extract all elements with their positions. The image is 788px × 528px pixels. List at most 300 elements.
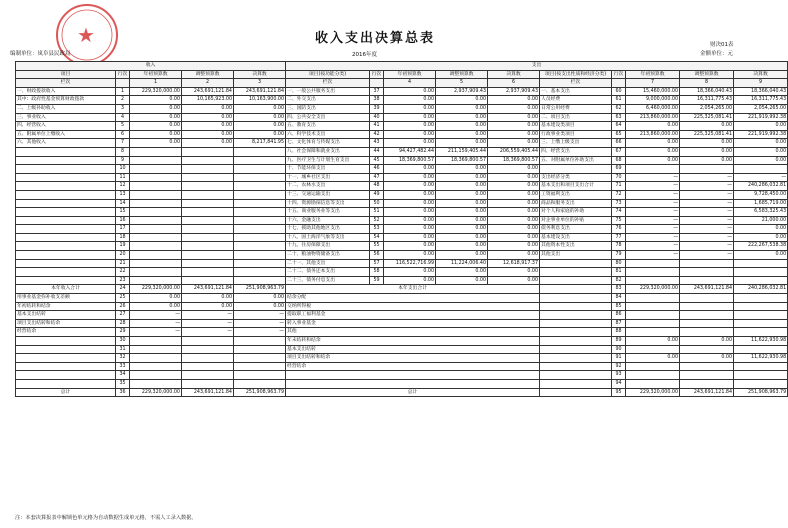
table-cell xyxy=(234,259,286,268)
table-cell xyxy=(16,182,116,191)
table-row xyxy=(16,259,788,268)
table-cell xyxy=(234,362,286,371)
table-cell: 80 xyxy=(612,259,626,268)
header-item: 项目 xyxy=(16,70,116,79)
table-row xyxy=(16,208,788,217)
header-budget-initial: 年初预算数 xyxy=(626,70,680,79)
header-row-no: 行次 xyxy=(370,70,384,79)
row-number: 95 xyxy=(612,388,626,397)
table-cell: 89 xyxy=(612,337,626,346)
table-cell xyxy=(626,276,680,285)
table-cell: 12,618,917.37 xyxy=(488,259,540,268)
table-cell: 211,159,405.44 xyxy=(436,147,488,156)
table-cell: 十六、金融支出 xyxy=(286,216,370,225)
table-cell: 2 xyxy=(116,96,130,105)
table-cell xyxy=(234,268,286,277)
table-cell xyxy=(16,208,116,217)
report-year: 2016年度 xyxy=(352,52,377,58)
table-cell: 0.00 xyxy=(680,337,734,346)
table-cell: 0.00 xyxy=(734,233,788,242)
table-cell xyxy=(234,190,286,199)
table-cell: 18,366,040.43 xyxy=(680,87,734,96)
table-cell: 0.00 xyxy=(436,216,488,225)
table-cell: 72 xyxy=(612,190,626,199)
table-cell: 0.00 xyxy=(488,216,540,225)
table-cell: 28 xyxy=(116,319,130,328)
table-cell: 0.00 xyxy=(734,251,788,260)
income-header: 收入 xyxy=(16,62,286,71)
table-cell: 82 xyxy=(612,276,626,285)
empty-cell xyxy=(540,319,612,328)
table-cell: 13 xyxy=(116,190,130,199)
table-cell xyxy=(734,268,788,277)
table-cell xyxy=(130,165,182,174)
table-cell xyxy=(680,379,734,388)
table-cell: 47 xyxy=(370,173,384,182)
table-cell: 76 xyxy=(612,225,626,234)
section-header-row xyxy=(16,62,788,71)
expense-header: 支出 xyxy=(286,62,788,71)
table-cell: 0.00 xyxy=(384,87,436,96)
table-cell xyxy=(734,371,788,380)
table-cell: 22 xyxy=(116,268,130,277)
table-cell: 七、文化体育与传媒支出 xyxy=(286,139,370,148)
header-budget-adjusted: 调整预算数 xyxy=(680,70,734,79)
table-cell: 42 xyxy=(370,130,384,139)
summary-table xyxy=(15,61,788,397)
empty-cell xyxy=(540,302,612,311)
table-cell: 0.00 xyxy=(384,242,436,251)
table-cell xyxy=(234,345,286,354)
footnote: 注：本套决算报表中解锁色单元格为自动数据生成单元格，不需人工录入数据。 xyxy=(15,515,197,521)
table-cell: 0.00 xyxy=(436,96,488,105)
table-cell: — xyxy=(130,319,182,328)
table-cell xyxy=(680,165,734,174)
table-cell: 0.00 xyxy=(488,268,540,277)
table-cell xyxy=(130,208,182,217)
table-cell: 9,728,450.00 xyxy=(734,190,788,199)
table-cell: 经营结余 xyxy=(16,328,116,337)
empty-cell xyxy=(540,354,612,363)
table-cell: — xyxy=(680,233,734,242)
table-cell: 一、财政拨款收入 xyxy=(16,87,116,96)
row-number: 36 xyxy=(116,388,130,397)
table-row xyxy=(16,311,788,320)
grand-total-label: 总计 xyxy=(16,388,116,397)
table-cell xyxy=(16,156,116,165)
table-cell: 0.00 xyxy=(234,294,286,303)
table-cell: 其他 xyxy=(286,328,540,337)
table-cell xyxy=(182,199,234,208)
table-cell: 221,919,992.38 xyxy=(734,130,788,139)
table-row xyxy=(16,216,788,225)
table-cell xyxy=(16,199,116,208)
table-cell: 十二、农林水支出 xyxy=(286,182,370,191)
table-cell: 三、国防支出 xyxy=(286,104,370,113)
table-cell: 0.00 xyxy=(436,242,488,251)
table-cell: 73 xyxy=(612,199,626,208)
table-body xyxy=(16,62,788,397)
header-budget-adjusted: 调整预算数 xyxy=(436,70,488,79)
table-cell: 0.00 xyxy=(734,147,788,156)
table-cell: 0.00 xyxy=(488,96,540,105)
table-cell: 39 xyxy=(370,104,384,113)
table-cell: — xyxy=(234,328,286,337)
table-cell: 21 xyxy=(116,259,130,268)
table-cell: 二、外交支出 xyxy=(286,96,370,105)
header-final: 决算数 xyxy=(234,70,286,79)
table-cell: — xyxy=(130,311,182,320)
table-cell: 0.00 xyxy=(626,122,680,131)
table-cell: 18,369,800.57 xyxy=(384,156,436,165)
table-cell xyxy=(130,268,182,277)
table-cell xyxy=(130,242,182,251)
table-cell: 81 xyxy=(612,268,626,277)
table-cell: 34 xyxy=(116,371,130,380)
table-cell: 71 xyxy=(612,182,626,191)
table-cell xyxy=(286,379,540,388)
table-cell: 44 xyxy=(370,147,384,156)
table-cell: 55 xyxy=(370,242,384,251)
table-cell: 基本建设类项目 xyxy=(540,122,612,131)
table-cell xyxy=(130,371,182,380)
table-cell: 年末结转和结余 xyxy=(286,337,540,346)
header-final: 决算数 xyxy=(488,70,540,79)
table-cell: 94 xyxy=(612,379,626,388)
table-cell: 0.00 xyxy=(488,113,540,122)
table-cell xyxy=(234,199,286,208)
table-cell: 0.00 xyxy=(130,139,182,148)
table-cell: 0.00 xyxy=(488,104,540,113)
table-cell: 提取职工福利基金 xyxy=(286,311,540,320)
table-cell: — xyxy=(680,173,734,182)
table-cell: 0.00 xyxy=(680,147,734,156)
table-cell: 0.00 xyxy=(182,130,234,139)
table-cell: 行政事业类项目 xyxy=(540,130,612,139)
table-cell: 十九、住房保障支出 xyxy=(286,242,370,251)
table-cell xyxy=(734,302,788,311)
table-cell: 6 xyxy=(116,130,130,139)
table-cell: 项目支出结转和结余 xyxy=(16,319,116,328)
table-cell xyxy=(130,259,182,268)
empty-cell xyxy=(540,379,612,388)
table-cell: 0.00 xyxy=(182,294,234,303)
table-cell: 0.00 xyxy=(436,225,488,234)
table-cell: 7 xyxy=(116,139,130,148)
table-cell xyxy=(182,259,234,268)
table-row xyxy=(16,113,788,122)
table-cell: 0.00 xyxy=(436,139,488,148)
col-no-label: 栏次 xyxy=(540,79,612,88)
table-cell xyxy=(734,362,788,371)
table-cell: 27 xyxy=(116,311,130,320)
table-cell: 二、项目支出 xyxy=(540,113,612,122)
col-num: 1 xyxy=(130,79,182,88)
table-cell: 0.00 xyxy=(680,156,734,165)
table-cell: 20 xyxy=(116,251,130,260)
table-cell: 2,937,909.43 xyxy=(436,87,488,96)
table-cell: 0.00 xyxy=(626,147,680,156)
table-cell: 0.00 xyxy=(436,233,488,242)
table-cell xyxy=(626,345,680,354)
table-cell: 0.00 xyxy=(384,122,436,131)
table-cell: — xyxy=(626,242,680,251)
table-cell: 38 xyxy=(370,96,384,105)
total-row xyxy=(16,285,788,294)
table-cell xyxy=(626,165,680,174)
header-budget-initial: 年初预算数 xyxy=(130,70,182,79)
table-cell: 11,622,930.98 xyxy=(734,337,788,346)
table-row xyxy=(16,182,788,191)
table-cell: 0.00 xyxy=(734,156,788,165)
grand-total-value: 229,320,000.00 xyxy=(130,388,182,397)
table-cell xyxy=(182,173,234,182)
table-cell: — xyxy=(626,173,680,182)
table-cell: 35 xyxy=(116,379,130,388)
table-cell: 12 xyxy=(116,182,130,191)
table-cell: 0.00 xyxy=(384,225,436,234)
table-cell: — xyxy=(680,182,734,191)
table-row xyxy=(16,104,788,113)
table-cell: 43 xyxy=(370,139,384,148)
table-cell: 十三、交通运输支出 xyxy=(286,190,370,199)
table-cell: 十八、国土海洋气象等支出 xyxy=(286,233,370,242)
column-number-row xyxy=(16,79,788,88)
income-total-value: 229,320,000.00 xyxy=(130,285,182,294)
table-cell: 0.00 xyxy=(488,139,540,148)
table-cell: 结余分配 xyxy=(286,294,540,303)
table-cell: — xyxy=(182,311,234,320)
table-cell: 九、医疗卫生与计划生育支出 xyxy=(286,156,370,165)
table-cell xyxy=(182,165,234,174)
table-cell: 64 xyxy=(612,122,626,131)
table-cell: 94,427,482.44 xyxy=(384,147,436,156)
table-cell xyxy=(734,259,788,268)
table-cell: — xyxy=(626,190,680,199)
table-cell: 商品和服务支出 xyxy=(540,199,612,208)
table-cell: 10 xyxy=(116,165,130,174)
table-cell: 一、一般公共服务支出 xyxy=(286,87,370,96)
table-cell: 0.00 xyxy=(488,208,540,217)
table-cell xyxy=(16,242,116,251)
table-cell: 69 xyxy=(612,165,626,174)
empty-cell xyxy=(540,388,612,397)
table-cell xyxy=(182,208,234,217)
table-cell: 243,691,121.84 xyxy=(234,87,286,96)
table-cell: — xyxy=(626,182,680,191)
table-cell xyxy=(734,379,788,388)
empty-cell xyxy=(540,294,612,303)
table-cell: 21,000.00 xyxy=(734,216,788,225)
table-cell: 经营结余 xyxy=(286,362,540,371)
table-row xyxy=(16,139,788,148)
table-cell xyxy=(234,156,286,165)
table-cell xyxy=(16,251,116,260)
table-cell xyxy=(234,147,286,156)
table-cell: 0.00 xyxy=(234,302,286,311)
table-cell: 0.00 xyxy=(384,96,436,105)
table-cell: 日常公用经费 xyxy=(540,104,612,113)
table-cell: 0.00 xyxy=(436,173,488,182)
table-cell: 0.00 xyxy=(488,173,540,182)
table-cell: 9 xyxy=(116,156,130,165)
table-cell: 8 xyxy=(116,147,130,156)
empty-cell xyxy=(116,79,130,88)
table-cell xyxy=(234,337,286,346)
table-cell: 人员经费 xyxy=(540,96,612,105)
table-cell xyxy=(234,182,286,191)
table-cell: 92 xyxy=(612,362,626,371)
col-num: 8 xyxy=(680,79,734,88)
table-cell: 0.00 xyxy=(626,156,680,165)
table-cell: 基本支出和项目支出合计 xyxy=(540,182,612,191)
col-num: 5 xyxy=(436,79,488,88)
empty-cell xyxy=(540,285,612,294)
table-cell xyxy=(680,319,734,328)
table-cell: 一、基本支出 xyxy=(540,87,612,96)
table-cell: 221,919,992.38 xyxy=(734,113,788,122)
table-cell xyxy=(182,362,234,371)
table-row xyxy=(16,190,788,199)
table-row xyxy=(16,130,788,139)
table-row xyxy=(16,294,788,303)
table-cell: — xyxy=(182,319,234,328)
table-cell: 49 xyxy=(370,190,384,199)
expense-total-value: 240,286,032.81 xyxy=(734,285,788,294)
empty-cell xyxy=(370,79,384,88)
table-cell: 16,311,775.43 xyxy=(734,96,788,105)
table-cell: 二十三、债务付息支出 xyxy=(286,276,370,285)
table-cell: 65 xyxy=(612,130,626,139)
table-cell: 十一、城乡社区支出 xyxy=(286,173,370,182)
table-cell: 23 xyxy=(116,276,130,285)
table-cell: 0.00 xyxy=(680,354,734,363)
table-cell xyxy=(16,233,116,242)
table-cell: 84 xyxy=(612,294,626,303)
table-cell: 32 xyxy=(116,354,130,363)
table-cell xyxy=(680,345,734,354)
table-cell: 66 xyxy=(612,139,626,148)
table-cell: — xyxy=(680,242,734,251)
table-cell: 0.00 xyxy=(488,242,540,251)
grand-total-label: 总计 xyxy=(286,388,540,397)
table-cell: 0.00 xyxy=(626,139,680,148)
table-cell xyxy=(130,216,182,225)
table-cell xyxy=(680,311,734,320)
table-row xyxy=(16,362,788,371)
table-cell: 四、经营收入 xyxy=(16,122,116,131)
table-cell xyxy=(182,276,234,285)
table-row xyxy=(16,242,788,251)
grand-total-value: 243,691,121.84 xyxy=(680,388,734,397)
table-cell xyxy=(234,225,286,234)
table-cell: 债务利息支出 xyxy=(540,225,612,234)
table-cell: 0.00 xyxy=(384,233,436,242)
table-cell: — xyxy=(680,208,734,217)
table-cell: 56 xyxy=(370,251,384,260)
table-cell xyxy=(734,276,788,285)
table-cell: 0.00 xyxy=(384,190,436,199)
table-cell: 十五、商业服务业等支出 xyxy=(286,208,370,217)
table-cell: 240,286,032.81 xyxy=(734,182,788,191)
table-cell: 0.00 xyxy=(130,302,182,311)
table-cell xyxy=(680,371,734,380)
table-cell: 40 xyxy=(370,113,384,122)
col-num: 9 xyxy=(734,79,788,88)
table-cell: 9,000,000.00 xyxy=(626,96,680,105)
column-header-row xyxy=(16,70,788,79)
table-cell xyxy=(182,337,234,346)
empty-cell xyxy=(540,345,612,354)
table-cell: 0.00 xyxy=(182,113,234,122)
table-cell xyxy=(16,165,116,174)
table-cell xyxy=(626,259,680,268)
table-cell: 0.00 xyxy=(734,225,788,234)
table-cell: 0.00 xyxy=(384,139,436,148)
table-cell: 0.00 xyxy=(384,165,436,174)
table-cell: — xyxy=(680,225,734,234)
table-cell: 0.00 xyxy=(384,268,436,277)
table-cell xyxy=(16,259,116,268)
table-cell: 0.00 xyxy=(436,199,488,208)
table-cell: 68 xyxy=(612,156,626,165)
table-cell: 基本支出结转 xyxy=(286,345,540,354)
table-cell xyxy=(182,156,234,165)
table-cell xyxy=(182,371,234,380)
table-cell xyxy=(182,354,234,363)
table-cell xyxy=(16,190,116,199)
grand-total-value: 229,320,000.00 xyxy=(626,388,680,397)
table-row xyxy=(16,173,788,182)
table-cell: 0.00 xyxy=(680,139,734,148)
table-cell: — xyxy=(680,216,734,225)
table-cell xyxy=(16,362,116,371)
header-row-no: 行次 xyxy=(116,70,130,79)
table-row xyxy=(16,96,788,105)
table-cell xyxy=(182,225,234,234)
table-cell xyxy=(130,156,182,165)
table-cell: 225,325,081.41 xyxy=(680,130,734,139)
table-cell: 四、公共安全支出 xyxy=(286,113,370,122)
table-cell: 116,522,716.99 xyxy=(384,259,436,268)
table-cell: 二十、粮油物资储备支出 xyxy=(286,251,370,260)
table-cell: 16 xyxy=(116,216,130,225)
table-cell xyxy=(16,216,116,225)
table-cell: 十、节能环保支出 xyxy=(286,165,370,174)
header-budget-adjusted: 调整预算数 xyxy=(182,70,234,79)
table-cell xyxy=(234,276,286,285)
table-row xyxy=(16,345,788,354)
table-cell: 六、其他收入 xyxy=(16,139,116,148)
currency-unit: 金额单位：元 xyxy=(700,51,734,57)
header-exp-econ: 项目(按支出性质和经济分类) xyxy=(540,70,612,79)
table-cell: 2,054,265.00 xyxy=(680,104,734,113)
table-cell: 0.00 xyxy=(436,276,488,285)
table-cell: 五、教育支出 xyxy=(286,122,370,131)
table-cell: 对个人和家庭的补助 xyxy=(540,208,612,217)
table-cell: 三、上缴上级支出 xyxy=(540,139,612,148)
unit-label: 编制单位：岚阜县民政局 xyxy=(10,51,71,57)
table-cell xyxy=(16,345,116,354)
table-cell: 11,622,930.98 xyxy=(734,354,788,363)
table-cell xyxy=(234,242,286,251)
table-cell: 19 xyxy=(116,242,130,251)
table-cell: 0.00 xyxy=(436,208,488,217)
table-row xyxy=(16,337,788,346)
table-cell xyxy=(626,268,680,277)
table-cell xyxy=(626,302,680,311)
table-cell: 62 xyxy=(612,104,626,113)
